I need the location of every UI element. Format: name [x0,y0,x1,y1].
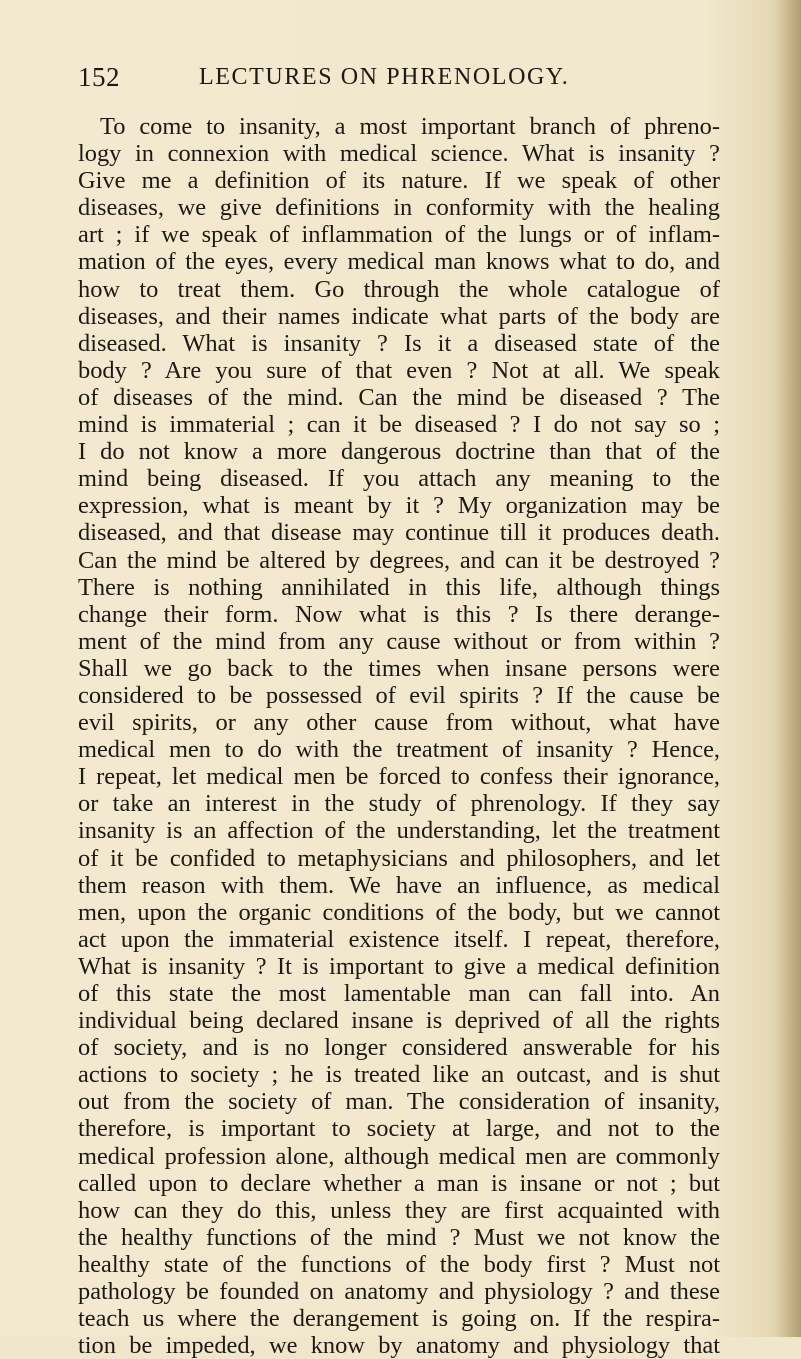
text-line: mation of the eyes, every medical man knows what to do, and [78,248,720,276]
text-line: I repeat, let medical men be forced to confess their ignorance, [78,763,720,791]
text-line: Can the mind be altered by degrees, and can it be destroyed ? [78,546,720,574]
text-line: pathology be founded on anatomy and physiology ? and these [78,1278,720,1306]
text-line: logy in connexion with medical science. What is insanity ? [78,140,720,168]
text-line: tion be impeded, we know by anatomy and physiology that [78,1332,720,1359]
text-line: medical profession alone, although medical men are commonly [78,1142,720,1170]
text-line: considered to be possessed of evil spirits ? If the cause be [78,681,720,709]
text-line: how can they do this, unless they are first acquainted with [78,1196,720,1224]
text-line: of diseases of the mind. Can the mind be diseased ? The [78,383,720,411]
text-line: of it be confided to metaphysicians and philosophers, and let [78,844,720,872]
text-line: act upon the immaterial existence itself. I repeat, therefore, [78,925,720,953]
page-edge-shadow [775,0,801,1337]
text-line: therefore, is important to society at large, and not to the [78,1115,720,1143]
text-line: of society, and is no longer considered answerable for his [78,1034,720,1062]
text-line: diseased. What is insanity ? Is it a diseased state of the [78,329,720,357]
text-line: What is insanity ? It is important to give a medical definition [78,952,720,980]
text-line: or take an interest in the study of phrenology. If they say [78,790,720,818]
text-line: Give me a definition of its nature. If we speak of other [78,167,720,195]
text-line: diseases, we give definitions in conformity with the healing [78,194,720,222]
text-line: evil spirits, or any other cause from without, what have [78,709,720,737]
text-line: change their form. Now what is this ? Is there derange- [78,600,720,628]
text-line: called upon to declare whether a man is insane or not ; but [78,1169,720,1197]
running-title: LECTURES ON PHRENOLOGY. [199,64,570,90]
text-line: I do not know a more dangerous doctrine than that of the [78,438,720,466]
text-line: of this state the most lamentable man can fall into. An [78,980,720,1007]
body-text [78,113,720,1359]
text-line: men, upon the organic conditions of the body, but we cannot [78,898,720,926]
page-number: 152 [78,62,120,92]
running-head [78,62,718,102]
text-line: insanity is an affection of the understanding, let the treatment [78,817,720,845]
text-line: the healthy functions of the mind ? Must we not know the [78,1223,720,1251]
text-line: healthy state of the functions of the body first ? Must not [78,1250,720,1278]
text-line: To come to insanity, a most important branch of phreno- [100,113,720,140]
text-line: them reason with them. We have an influence, as medical [78,871,720,899]
text-line: diseased, and that disease may continue till it produces death. [78,519,720,547]
text-line: expression, what is meant by it ? My organization may be [78,492,720,520]
text-line: body ? Are you sure of that even ? Not at all. We speak [78,356,720,384]
text-line: mind being diseased. If you attach any meaning to the [78,465,720,493]
text-line: ment of the mind from any cause without or from within ? [78,627,720,655]
text-line: mind is immaterial ; can it be diseased ? I do not say so ; [78,411,720,439]
text-line: medical men to do with the treatment of insanity ? Hence, [78,736,720,764]
text-line: how to treat them. Go through the whole catalogue of [78,275,720,303]
text-line: out from the society of man. The consideration of insanity, [78,1088,720,1116]
text-line: teach us where the derangement is going on. If the respira- [78,1305,720,1333]
text-line: art ; if we speak of inflammation of the lungs or of inflam- [78,221,720,249]
text-line: actions to society ; he is treated like an outcast, and is shut [78,1061,720,1089]
text-line: diseases, and their names indicate what parts of the body are [78,302,720,330]
text-line: There is nothing annihilated in this life, although things [78,573,720,601]
text-line: individual being declared insane is deprived of all the rights [78,1007,720,1035]
text-line: Shall we go back to the times when insane persons were [78,654,720,682]
